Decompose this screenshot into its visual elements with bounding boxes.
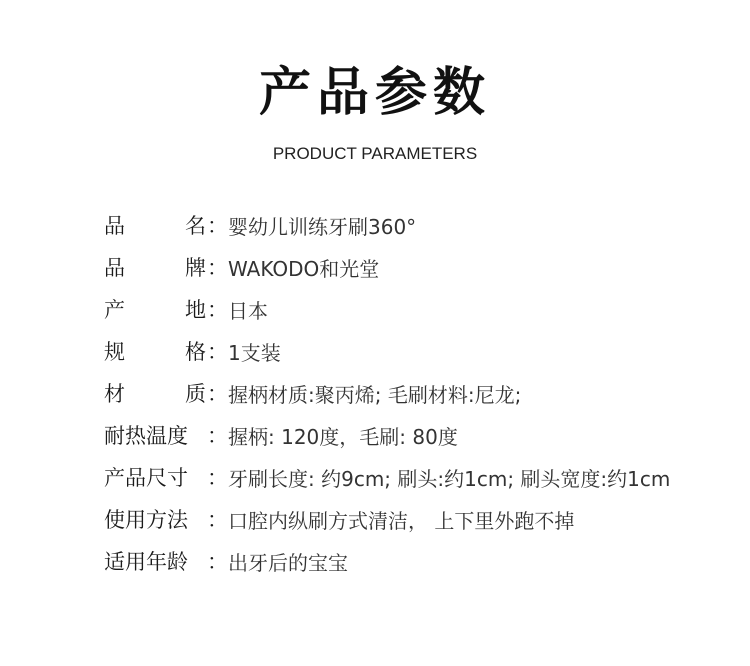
param-value: 握柄: 120度，毛刷: 80度 xyxy=(228,424,458,449)
param-label xyxy=(104,378,228,408)
param-colon: ： xyxy=(207,298,228,322)
param-colon: ： xyxy=(207,424,228,448)
param-value: 握柄材质:聚丙烯; 毛刷材料:尼龙; xyxy=(228,382,522,407)
param-label xyxy=(104,294,228,324)
param-colon: ： xyxy=(207,214,228,238)
param-label xyxy=(104,504,228,534)
param-label-text: 产品尺寸 xyxy=(104,466,188,490)
param-label xyxy=(104,462,228,492)
param-row-material xyxy=(104,372,744,414)
param-row-name xyxy=(104,204,744,246)
param-label-text: 适用年龄 xyxy=(104,550,188,574)
param-colon: ： xyxy=(207,382,228,406)
parameter-list xyxy=(104,204,744,582)
param-value: 出牙后的宝宝 xyxy=(228,550,348,575)
param-colon: ： xyxy=(207,550,228,574)
param-row-size xyxy=(104,456,744,498)
param-label-text: 品牌 xyxy=(104,256,206,280)
param-label-text: 品名 xyxy=(104,214,206,238)
param-row-spec xyxy=(104,330,744,372)
param-label xyxy=(104,336,228,366)
param-value: 婴幼儿训练牙刷360° xyxy=(228,214,417,239)
param-value: WAKODO和光堂 xyxy=(228,256,380,281)
param-row-brand xyxy=(104,246,744,288)
param-row-heat-resistance xyxy=(104,414,744,456)
param-label-text: 耐热温度 xyxy=(104,424,188,448)
param-value: 牙刷长度: 约9cm; 刷头:约1cm; 刷头宽度:约1cm xyxy=(228,466,671,491)
page-subtitle: PRODUCT PARAMETERS xyxy=(272,144,478,163)
param-row-usage xyxy=(104,498,744,540)
param-value: 1支装 xyxy=(228,340,281,365)
param-row-origin xyxy=(104,288,744,330)
page-title: 产品参数 xyxy=(258,63,491,123)
param-label-text: 材质 xyxy=(104,382,206,406)
param-label-text: 使用方法 xyxy=(104,508,188,532)
param-label-text: 规格 xyxy=(104,340,206,364)
param-label xyxy=(104,210,228,240)
param-label xyxy=(104,546,228,576)
param-value: 日本 xyxy=(228,298,268,323)
param-row-age xyxy=(104,540,744,582)
param-label xyxy=(104,252,228,282)
param-colon: ： xyxy=(207,256,228,280)
param-colon: ： xyxy=(207,508,228,532)
param-colon: ： xyxy=(207,340,228,364)
param-label-text: 产地 xyxy=(104,298,206,322)
param-label xyxy=(104,420,228,450)
param-colon: ： xyxy=(207,466,228,490)
param-value: 口腔内纵刷方式清洁， 上下里外跑不掉 xyxy=(228,508,575,533)
